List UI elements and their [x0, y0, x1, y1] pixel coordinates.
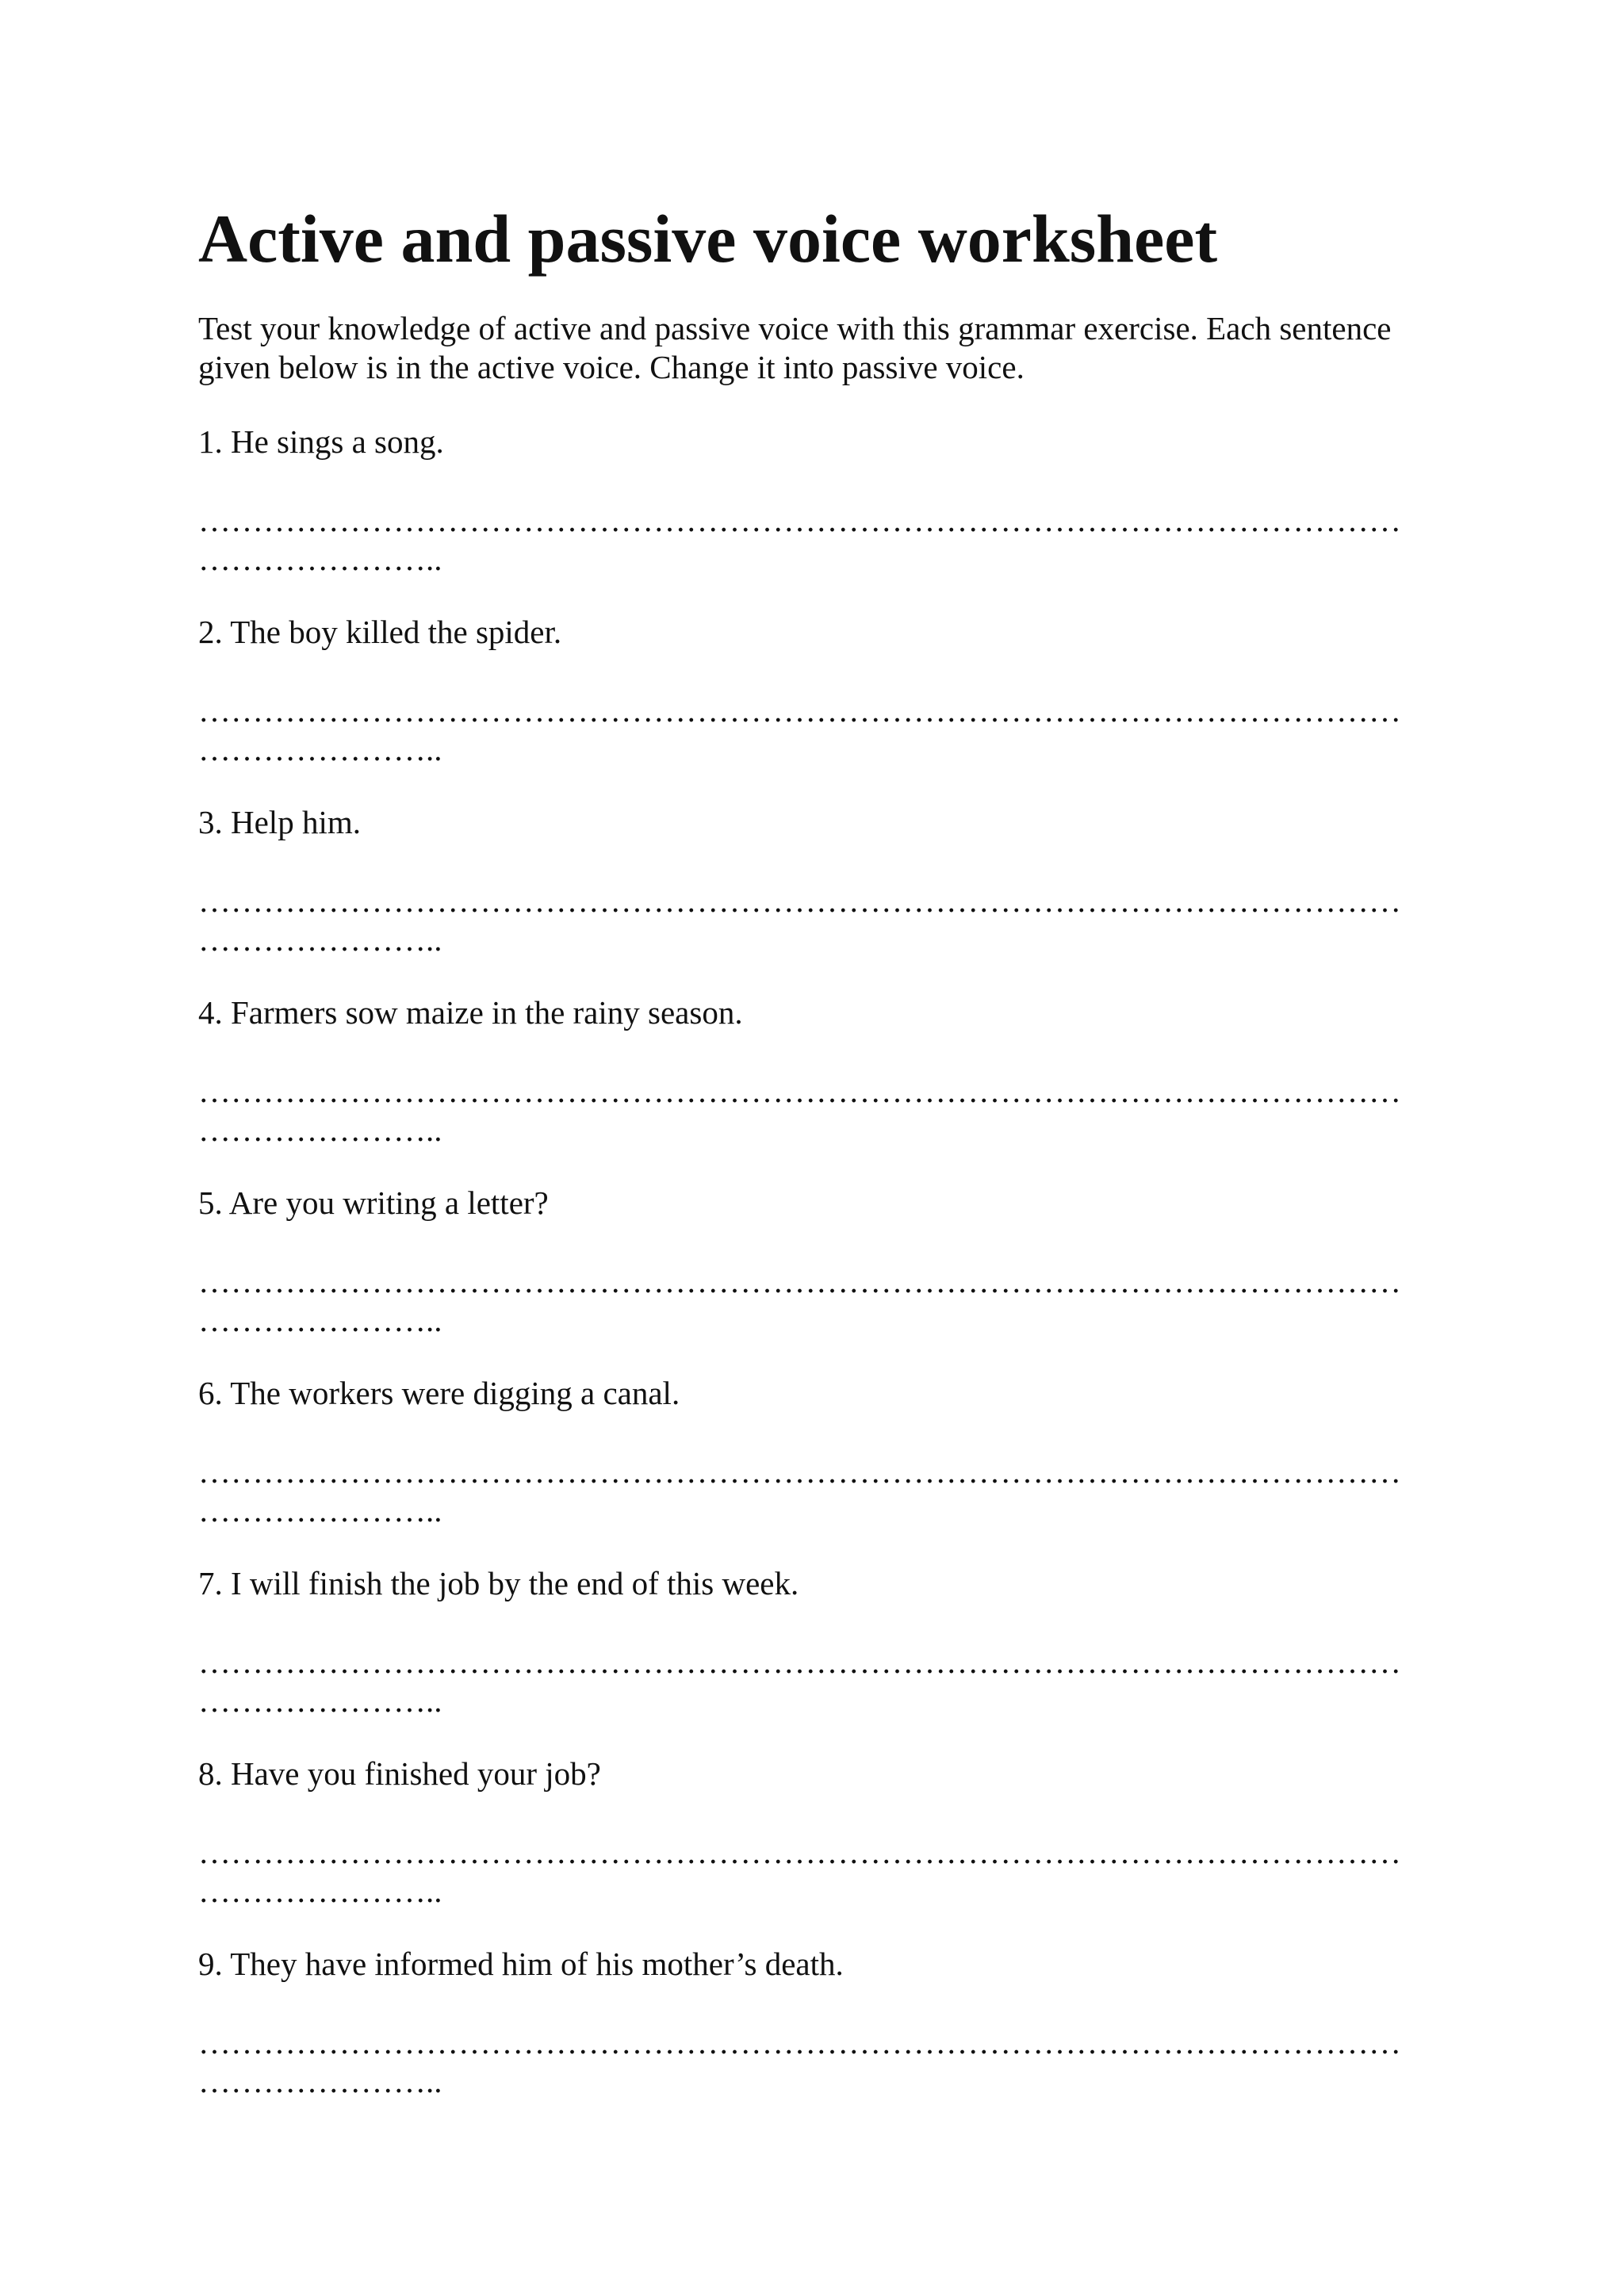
answer-line: …………………………………………………………………………………………………: [198, 1834, 1401, 1870]
question-text: 2. The boy killed the spider.: [198, 614, 562, 650]
answer-line: …………………………………………………………………………………………………: [198, 692, 1401, 729]
question-6: [198, 1373, 1427, 1530]
answer-line: …………………………………………………………………………………………………: [198, 1263, 1401, 1299]
answer-line-continuation: …………………..: [198, 921, 442, 958]
worksheet-page: [198, 0, 1427, 2296]
worksheet-title: Active and passive voice worksheet: [198, 201, 1218, 277]
question-1: [198, 422, 1427, 579]
answer-line-continuation: …………………..: [198, 1492, 442, 1529]
question-text: 8. Have you finished your job?: [198, 1755, 601, 1792]
question-text: 9. They have informed him of his mother’s death.: [198, 1946, 844, 1982]
question-7: [198, 1563, 1427, 1720]
question-text: 6. The workers were digging a canal.: [198, 1375, 680, 1411]
answer-line-continuation: …………………..: [198, 1112, 442, 1148]
question-text: 4. Farmers sow maize in the rainy season.: [198, 994, 743, 1031]
question-4: [198, 993, 1427, 1150]
question-8: [198, 1754, 1427, 1911]
answer-line: …………………………………………………………………………………………………: [198, 502, 1401, 538]
question-3: [198, 802, 1427, 959]
answer-line-continuation: …………………..: [198, 541, 442, 577]
question-5: [198, 1183, 1427, 1340]
answer-line: …………………………………………………………………………………………………: [198, 1453, 1401, 1490]
answer-line: …………………………………………………………………………………………………: [198, 1073, 1401, 1109]
question-2: [198, 612, 1427, 769]
question-text: 3. Help him.: [198, 804, 361, 840]
answer-line-continuation: …………………..: [198, 1682, 442, 1719]
question-text: 7. I will finish the job by the end of this week.: [198, 1565, 799, 1601]
worksheet-instructions: Test your knowledge of active and passive voice with this grammar exercise. Each sentence given below is in the active voice. Change it into passive voice.: [198, 310, 1392, 385]
question-text: 5. Are you writing a letter?: [198, 1184, 549, 1221]
answer-line: …………………………………………………………………………………………………: [198, 882, 1401, 919]
question-9: [198, 1944, 1427, 2101]
answer-line: …………………………………………………………………………………………………: [198, 2024, 1401, 2061]
answer-line-continuation: …………………..: [198, 1873, 442, 1909]
answer-line: …………………………………………………………………………………………………: [198, 1644, 1401, 1680]
answer-line-continuation: …………………..: [198, 731, 442, 767]
answer-line-continuation: …………………..: [198, 1302, 442, 1338]
question-text: 1. He sings a song.: [198, 423, 444, 460]
answer-line-continuation: …………………..: [198, 2063, 442, 2099]
